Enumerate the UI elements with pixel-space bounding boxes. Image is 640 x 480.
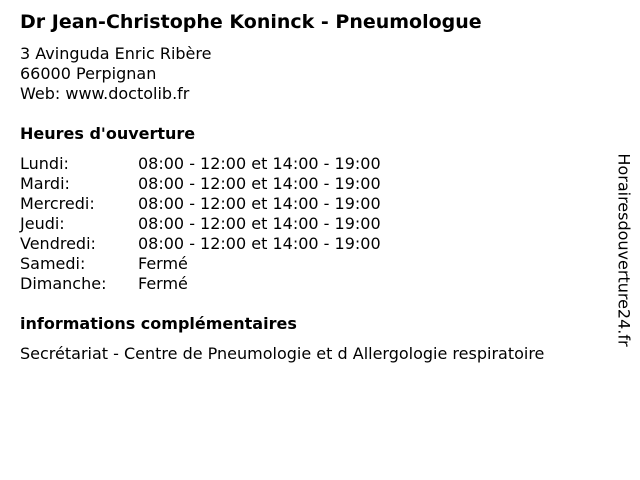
additional-info-text: Secrétariat - Centre de Pneumologie et d Allergologie respiratoire <box>20 344 545 363</box>
opening-hours-heading: Heures d'ouverture <box>20 124 196 143</box>
day-label: Mercredi: <box>20 194 95 213</box>
hours-value: 08:00 - 12:00 et 14:00 - 19:00 <box>138 174 381 193</box>
opening-hours-list <box>20 154 440 294</box>
address-city: 66000 Perpignan <box>20 64 157 83</box>
hours-value: 08:00 - 12:00 et 14:00 - 19:00 <box>138 194 381 213</box>
hours-value: Fermé <box>138 254 188 273</box>
hours-value: 08:00 - 12:00 et 14:00 - 19:00 <box>138 234 381 253</box>
hours-value: 08:00 - 12:00 et 14:00 - 19:00 <box>138 154 381 173</box>
website-text: Web: www.doctolib.fr <box>20 84 190 103</box>
day-label: Mardi: <box>20 174 70 193</box>
additional-info-heading: informations complémentaires <box>20 314 297 333</box>
day-label: Jeudi: <box>20 214 65 233</box>
day-label: Lundi: <box>20 154 69 173</box>
watermark-text: Horairesdouverture24.fr <box>615 153 635 347</box>
day-label: Dimanche: <box>20 274 107 293</box>
hours-row-friday <box>20 234 440 254</box>
hours-value: 08:00 - 12:00 et 14:00 - 19:00 <box>138 214 381 233</box>
hours-row-sunday <box>20 274 440 294</box>
hours-row-saturday <box>20 254 440 274</box>
hours-row-tuesday <box>20 174 440 194</box>
day-label: Samedi: <box>20 254 86 273</box>
hours-value: Fermé <box>138 274 188 293</box>
address-block <box>20 44 211 104</box>
watermark <box>612 134 636 366</box>
hours-row-thursday <box>20 214 440 234</box>
day-label: Vendredi: <box>20 234 96 253</box>
page-title: Dr Jean-Christophe Koninck - Pneumologue <box>20 11 482 33</box>
address-street: 3 Avinguda Enric Ribère <box>20 44 212 63</box>
hours-row-wednesday <box>20 194 440 214</box>
hours-row-monday <box>20 154 440 174</box>
